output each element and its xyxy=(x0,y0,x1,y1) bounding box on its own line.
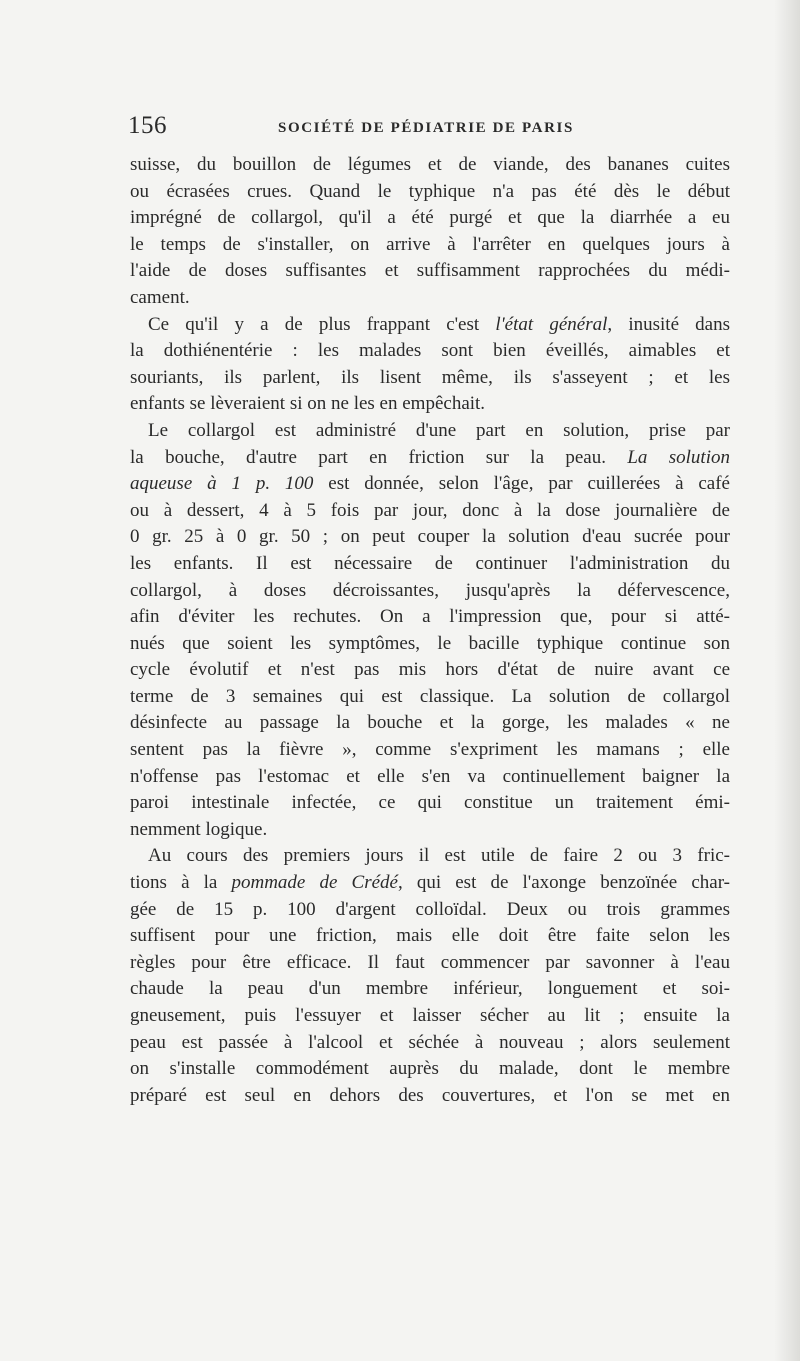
text-line: paroi intestinale infectée, ce qui constitue un traitement émi- xyxy=(130,792,730,814)
text-line: préparé est seul en dehors des couvertures, et l'on se met en xyxy=(130,1084,730,1106)
page-number: 156 xyxy=(128,112,167,139)
emphasis-aqueuse: aqueuse à 1 p. 100 xyxy=(130,473,314,495)
text-line: règles pour être efficace. Il faut commencer par savonner à l'eau xyxy=(130,951,730,973)
text-line: Le collargol est administré d'une part en solution, prise par xyxy=(148,419,730,441)
text-line: suisse, du bouillon de légumes et de viande, des bananes cuites xyxy=(130,154,730,175)
text-line xyxy=(130,445,730,472)
text-line: suffisent pour une friction, mais elle doit être faite selon les xyxy=(130,925,730,947)
journal-title: SOCIÉTÉ DE PÉDIATRIE DE PARIS xyxy=(278,120,574,136)
text-line: 0 gr. 25 à 0 gr. 50 ; on peut couper la solution d'eau sucrée pour xyxy=(130,526,730,548)
text-run: est donnée, selon l'âge, par cuillerées à café xyxy=(313,473,730,495)
text-line: enfants se lèveraient si on ne les en empêchait. xyxy=(130,393,486,415)
emphasis-la-solution: La solution xyxy=(627,446,730,468)
text-line: les enfants. Il est nécessaire de continuer l'administration du xyxy=(130,552,730,574)
text-line: collargol, à doses décroissantes, jusqu'après la défervescence, xyxy=(130,579,730,601)
paragraph-3 xyxy=(130,418,730,844)
text-run: tions à la xyxy=(130,872,232,894)
page-edge-shadow xyxy=(774,0,800,1361)
text-run: la bouche, d'autre part en friction sur la peau. xyxy=(130,446,628,468)
text-line: Au cours des premiers jours il est utile de faire 2 ou 3 fric- xyxy=(148,845,730,867)
text-line: gneusement, puis l'essuyer et laisser sécher au lit ; ensuite la xyxy=(130,1005,730,1026)
book-page xyxy=(130,112,730,1109)
text-line: souriants, ils parlent, ils lisent même, ils s'asseyent ; et les xyxy=(130,366,730,388)
text-line: cament. xyxy=(130,286,190,308)
text-line: chaude la peau d'un membre inférieur, longuement et soi- xyxy=(130,978,730,1000)
text-line: ou à dessert, 4 à 5 fois par jour, donc à la dose journalière de xyxy=(130,499,730,521)
text-line: désinfecte au passage la bouche et la gorge, les malades « ne xyxy=(130,712,730,734)
text-run: , qui est de l'axonge benzoïnée char- xyxy=(397,872,730,894)
paragraph-1 xyxy=(130,152,730,312)
emphasis-pommade-de-crede: pommade de Crédé xyxy=(231,872,398,894)
emphasis-etat-general: l'état général xyxy=(495,313,608,335)
text-line: l'aide de doses suffisantes et suffisamment rapprochées du médi- xyxy=(130,260,730,282)
text-line xyxy=(130,312,730,339)
text-line: sentent pas la fièvre », comme s'expriment les mamans ; elle xyxy=(130,739,730,761)
text-line: afin d'éviter les rechutes. On a l'impression que, pour si atté- xyxy=(130,606,730,628)
text-line: la dothiénentérie : les malades sont bien éveillés, aimables et xyxy=(130,340,730,362)
text-line xyxy=(130,870,730,897)
text-line: n'offense pas l'estomac et elle s'en va continuellement baigner la xyxy=(130,765,730,787)
text-line: nemment logique. xyxy=(130,818,268,840)
paragraph-2 xyxy=(130,312,730,418)
text-line: on s'installe commodément auprès du malade, dont le membre xyxy=(130,1058,730,1080)
text-line: le temps de s'installer, on arrive à l'arrêter en quelques jours à xyxy=(130,233,730,255)
text-line: terme de 3 semaines qui est classique. La solution de collargol xyxy=(130,685,730,707)
text-line: ou écrasées crues. Quand le typhique n'a pas été dès le début xyxy=(130,180,730,202)
text-run: , inusité dans xyxy=(607,313,730,335)
text-run: Ce qu'il y a de plus frappant c'est xyxy=(148,313,496,335)
text-line: imprégné de collargol, qu'il a été purgé et que la diarrhée a eu xyxy=(130,207,730,229)
text-line: gée de 15 p. 100 d'argent colloïdal. Deux ou trois grammes xyxy=(130,898,730,920)
text-line xyxy=(130,471,730,498)
running-header xyxy=(130,112,730,152)
text-line: cycle évolutif et n'est pas mis hors d'état de nuire avant ce xyxy=(130,659,730,681)
paragraph-4 xyxy=(130,843,730,1109)
text-line: nués que soient les symptômes, le bacille typhique continue son xyxy=(130,632,730,654)
text-line: peau est passée à l'alcool et séchée à nouveau ; alors seulement xyxy=(130,1031,730,1053)
